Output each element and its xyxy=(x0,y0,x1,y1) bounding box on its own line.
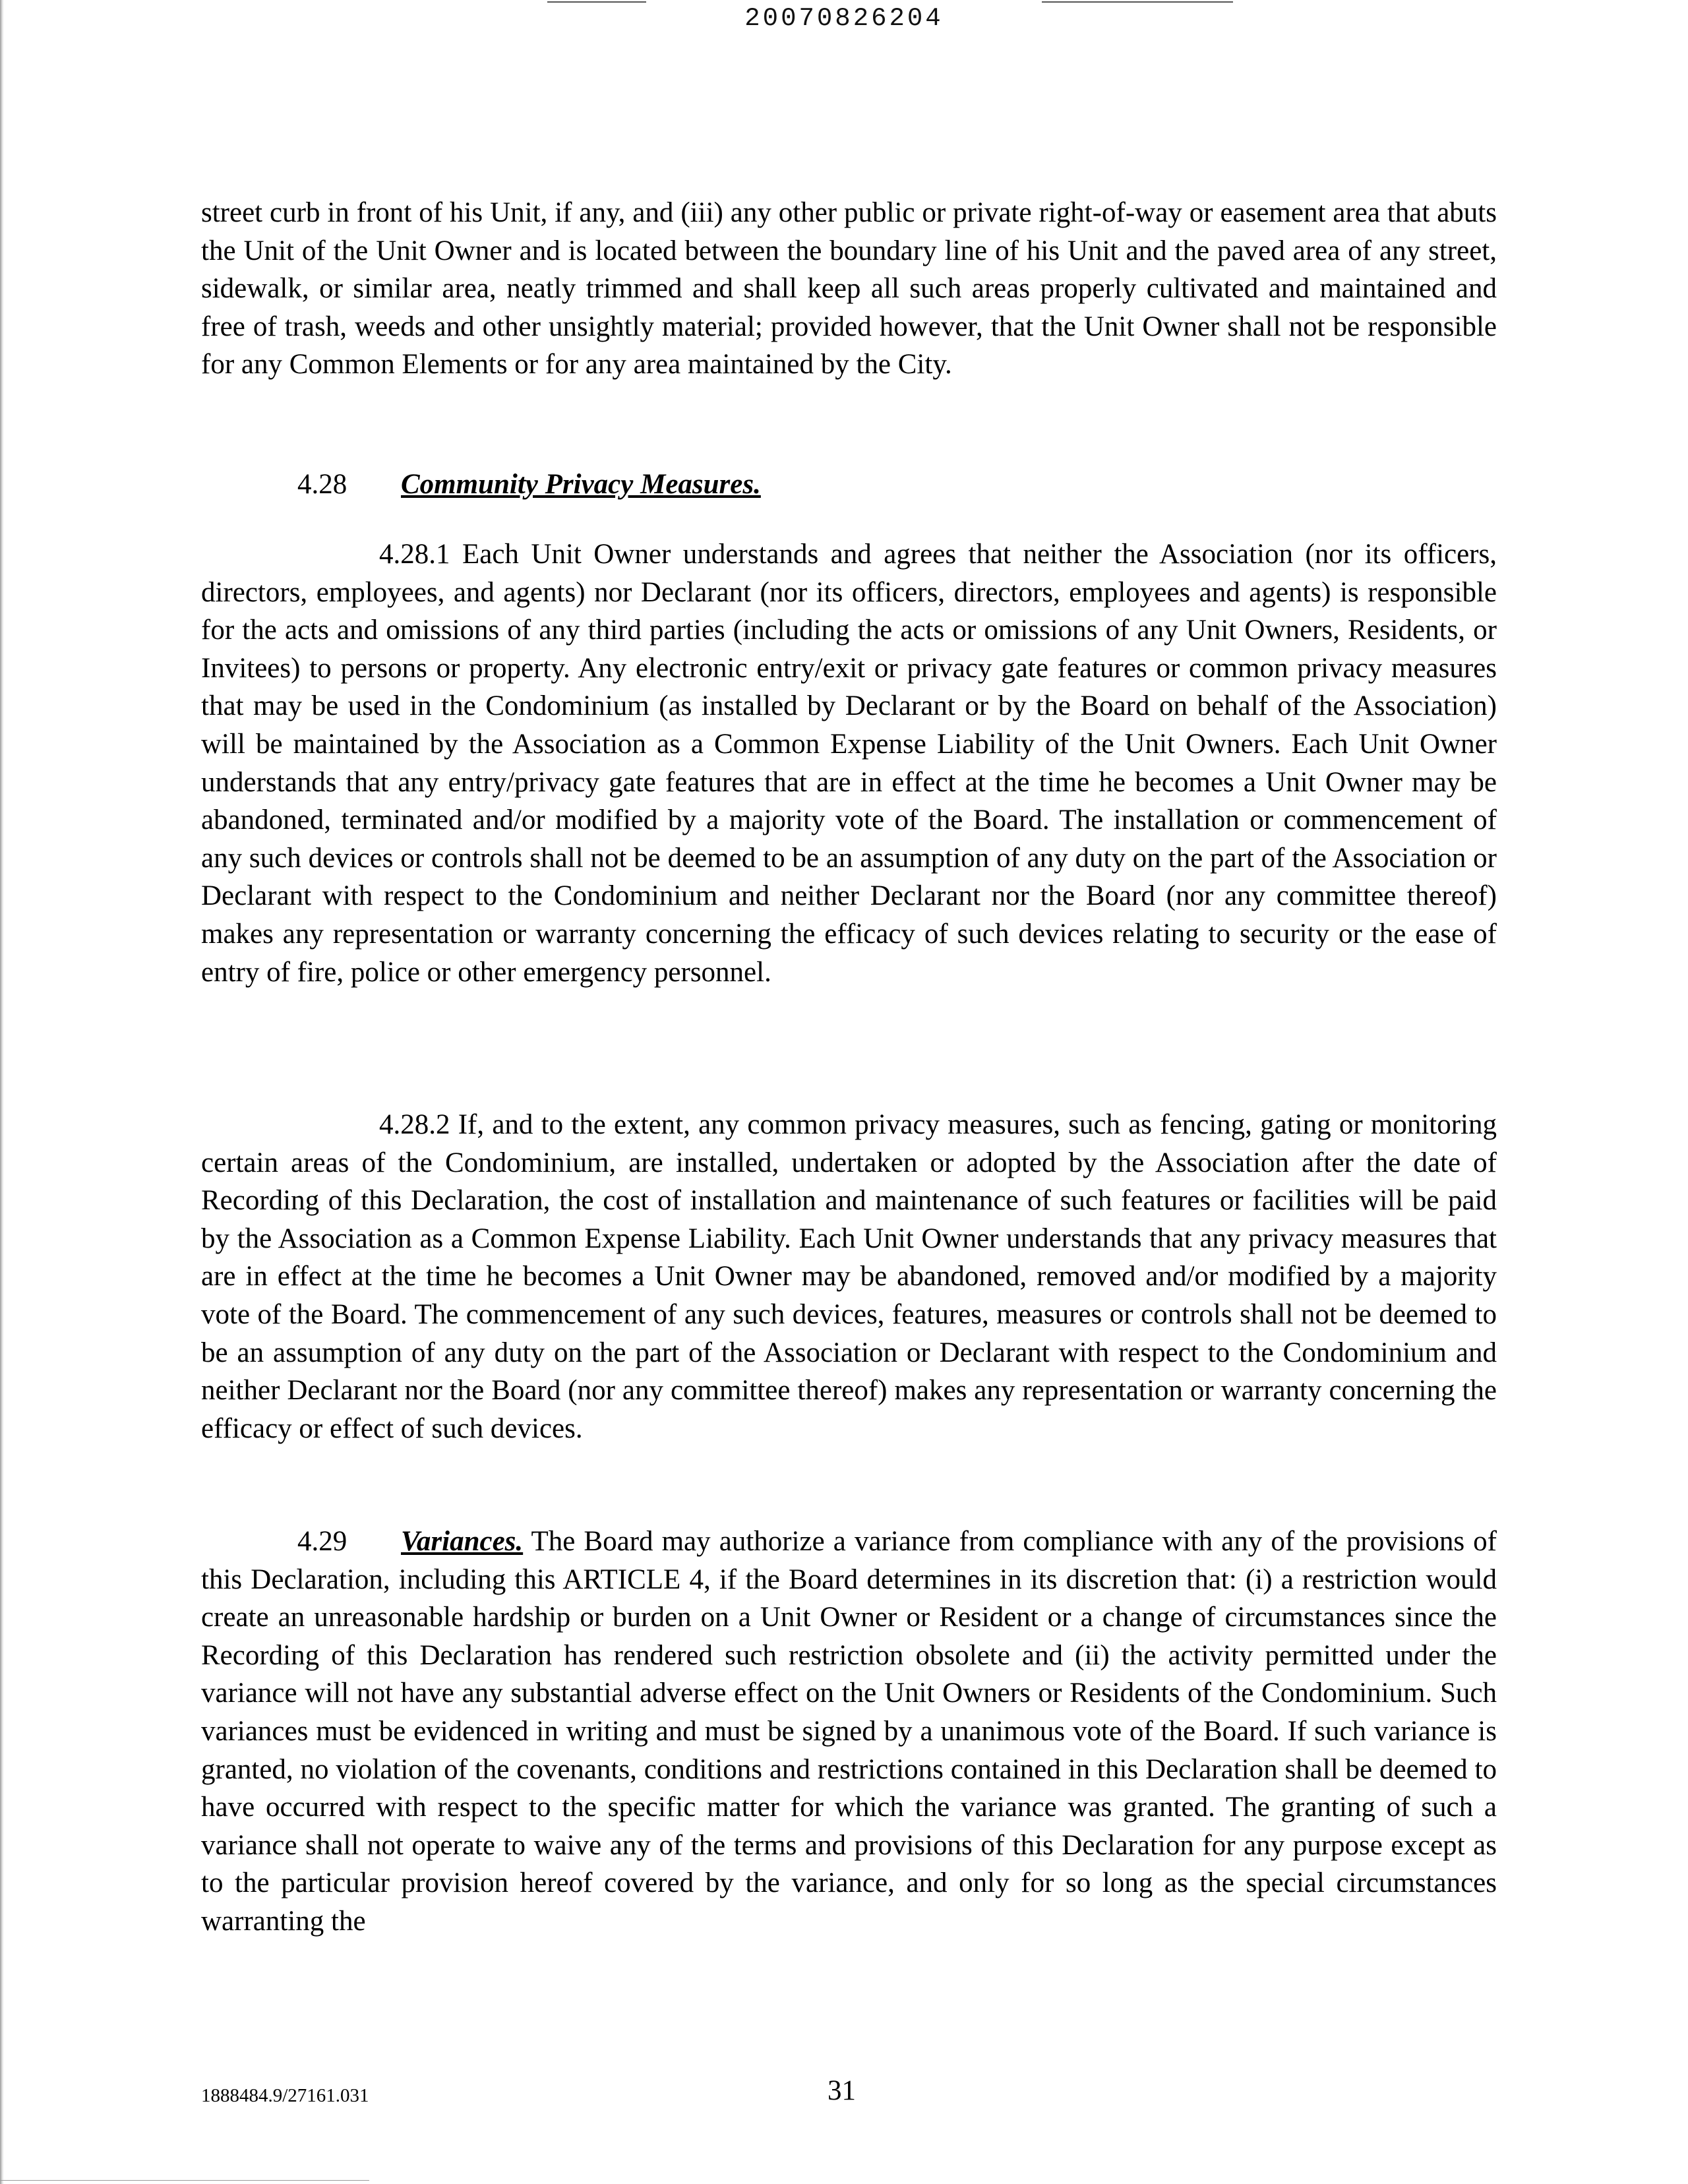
paragraph-text: 4.28.2 If, and to the extent, any common privacy measures, such as fencing, gating or monitoring certain areas of the Condominium, are installed, undertaken or adopted by the Association after the date of Recording of this Declaration, the cost of installation and maintenance of such features or facilities will be paid by the Association as a Common Expense Liability. Each Unit Owner understands that any privacy measures that are in effect at the time he becomes a Unit Owner may be abandoned, removed and/or modified by a majority vote of the Board. The commencement of any such devices, features, measures or controls shall not be deemed to be an assumption of any duty on the part of the Association or Declarant with respect to the Condominium and neither Declarant nor the Board (nor any committee thereof) makes any representation or warranty concerning the efficacy or effect of such devices. xyxy=(201,1109,1497,1444)
footer-document-id: 1888484.9/27161.031 xyxy=(201,2085,369,2106)
page-number: 31 xyxy=(828,2075,856,2106)
section-heading-4-28 xyxy=(297,466,761,504)
scan-left-edge xyxy=(0,0,4,2184)
subsection-4-28-2 xyxy=(201,1106,1497,1447)
section-title: Community Privacy Measures. xyxy=(401,469,761,500)
section-number: 4.29 xyxy=(297,1526,347,1557)
section-number: 4.28 xyxy=(297,469,347,500)
subsection-4-28-1 xyxy=(201,535,1497,991)
section-body: The Board may authorize a variance from compliance with any of the provisions of this Declaration, including this ARTICLE 4, if the Board determines in its discretion that: (i) a restriction would create an unreasonable hardship or burden on a Unit Owner or Resident or a change of circumstances since the Recording of this Declaration has rendered such restriction obsolete and (ii) the activity permitted under the variance will not have any substantial adverse effect on the Unit Owners or Residents of the Condominium. Such variances must be evidenced in writing and must be signed by a unanimous vote of the Board. If such variance is granted, no violation of the covenants, conditions and restrictions contained in this Declaration shall be deemed to have occurred with respect to the specific matter for which the variance was granted. The granting of such a variance shall not operate to waive any of the terms and provisions of this Declaration for any purpose except as to the particular provision hereof covered by the variance, and only for so long as the special circumstances warranting the xyxy=(201,1526,1497,1937)
paragraph-text: street curb in front of his Unit, if any, and (iii) any other public or private right-of-way or easement area that abuts the Unit of the Unit Owner and is located between the boundary line of his Unit and the paved area of any street, sidewalk, or similar area, neatly trimmed and shall keep all such areas properly cultivated and maintained and free of trash, weeds and other unsightly material; provided however, that the Unit Owner shall not be responsible for any Common Elements or for any area maintained by the City. xyxy=(201,197,1497,380)
section-4-29 xyxy=(201,1523,1497,1941)
paragraph-text xyxy=(201,1523,1497,1941)
top-rule-right xyxy=(1042,1,1233,3)
top-rule-left xyxy=(547,1,646,3)
recording-number: 20070826204 xyxy=(744,4,944,33)
section-title: Variances. xyxy=(401,1526,524,1557)
bottom-rule xyxy=(0,2180,369,2181)
paragraph-continuation xyxy=(201,194,1497,384)
paragraph-text: 4.28.1 Each Unit Owner understands and agrees that neither the Association (nor its officers, directors, employees, and agents) nor Declarant (nor its officers, directors, employees and agents) is responsible for the acts and omissions of any third parties (including the acts or omissions of any Unit Owners, Residents, or Invitees) to persons or property. Any electronic entry/exit or privacy gate features or common privacy measures that may be used in the Condominium (as installed by Declarant or by the Board on behalf of the Association) will be maintained by the Association as a Common Expense Liability of the Unit Owners. Each Unit Owner understands that any entry/privacy gate features that are in effect at the time he becomes a Unit Owner may be abandoned, terminated and/or modified by a majority vote of the Board. The installation or commencement of any such devices or controls shall not be deemed to be an assumption of any duty on the part of the Association or Declarant with respect to the Condominium and neither Declarant nor the Board (nor any committee thereof) makes any representation or warranty concerning the efficacy of such devices relating to security or the ease of entry of fire, police or other emergency personnel. xyxy=(201,539,1497,988)
